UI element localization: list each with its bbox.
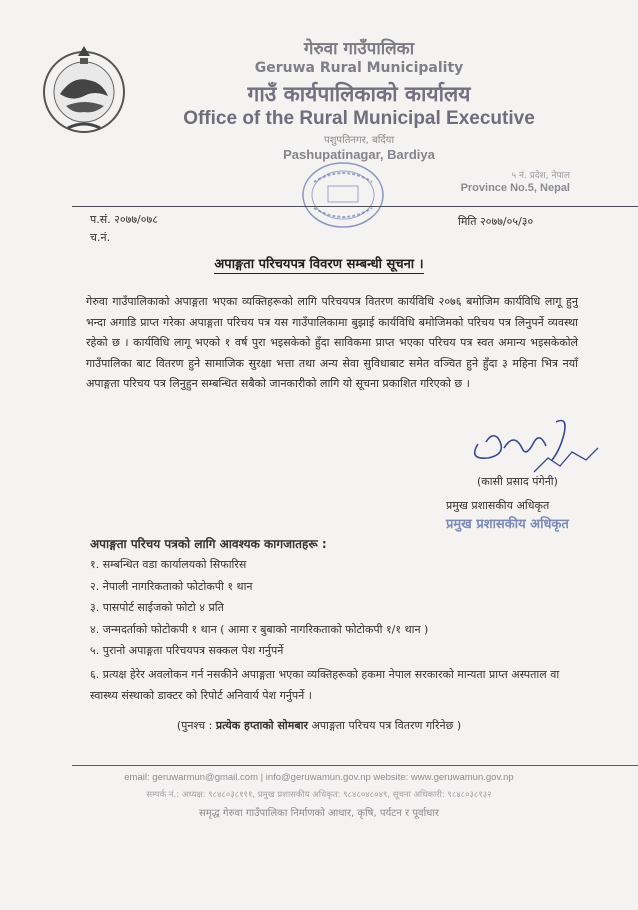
office-name-english: Office of the Rural Municipal Executive: [183, 108, 535, 129]
header-divider: [72, 206, 638, 207]
footer-phones: सम्पर्क नं.: अध्यक्ष: ९८४८०३८१११, प्रमुख प्रशासकीय अधिकृत: ९८४८०४८०४९, सूचना अधिकारी: ९८४८०३८१३२: [146, 790, 492, 800]
org-name-english: Geruwa Rural Municipality: [254, 60, 464, 76]
reference-number: प.सं. २०७७/०७८: [90, 213, 158, 226]
list-item: १. सम्बन्धित वडा कार्यालयको सिफारिस: [90, 558, 247, 571]
footer-motto: समृद्ध गेरुवा गाउँपालिका निर्माणको आधार, कृषि, पर्यटन र पूर्वाधार: [198, 808, 440, 819]
office-name-nepali: गाउँ कार्यपालिकाको कार्यालय: [247, 82, 471, 106]
province-nepali: ५ नं. प्रदेश, नेपाल: [511, 171, 570, 181]
note-bold: प्रत्येक हप्ताको सोमबार: [215, 719, 308, 732]
note-prefix: (पुनश्च :: [176, 719, 216, 732]
note-suffix: अपाङ्गता परिचय पत्र वितरण गरिनेछ ): [307, 719, 462, 732]
weekly-distribution-note: [0, 718, 638, 733]
signature-icon: [464, 414, 604, 480]
subject-line: [0, 254, 638, 272]
list-item: ६. प्रत्यक्ष हेरेर अवलोकन गर्न नसकीने अपाङ्गता भएका व्यक्तिहरूको हकमा नेपाल सरकारको मान्यता प्राप्त अस्पताल वा स्वास्थ्य संस्थाको डाक्टर को रिपोर्ट अनिवार्य पेश गर्नुपर्ने ।: [90, 668, 560, 702]
signer-name: (कासी प्रसाद पंगेनी): [477, 475, 558, 488]
dispatch-number: च.नं.: [90, 231, 111, 244]
list-item: ४. जन्मदर्ताको फोटोकपी १ थान ( आमा र बुबाको नागरिकताको फोटोकपी १/१ थान ): [90, 623, 429, 636]
footer-contact: email: geruwarmun@gmail.com | info@geruwamun.gov.np website: www.geruwamun.gov.np: [124, 772, 514, 783]
org-name-nepali: गेरुवा गाउँपालिका: [303, 39, 415, 59]
notice-body: गेरुवा गाउँपालिकाको अपाङ्गता भएका व्यक्तिहरूको लागि परिचयपत्र वितरण कार्यविधि २०७६ बमोजिम कार्यविधि लागू हुनु भन्दा अगाडि प्राप्त गरेका अपाङ्गता परिचय पत्र यस गाउँपालिकामा बुझाई कार्यविधि बमोजिमको परिचय पत्र लिनुपर्ने व्यवस्था रहेको छ । कार्यविधि लागू भएको १ वर्ष पुरा भइसकेको हुँदा साविकमा प्राप्त भएका परिचय पत्र स्वत अमान्य भइसकेकोले गाउँपालिका बाट वितरण हुने सामाजिक सुरक्षा भत्ता तथा अन्य सेवा सुविधाबाट समेत वञ्चित हुने हुँदा ३ महिना भित्र नयाँ अपाङ्गता परिचय पत्र लिनुहुन सम्बन्धित सबैको जानकारीको लागि यो सूचना प्रकाशित गरिएको छ ।: [86, 295, 578, 391]
address-english: Pashupatinagar, Bardiya: [283, 147, 435, 162]
list-item: ३. पासपोर्ट साईजको फोटो ४ प्रति: [90, 601, 224, 614]
office-stamp-icon: [300, 160, 386, 230]
designation-stamp: प्रमुख प्रशासकीय अधिकृत: [446, 517, 569, 532]
footer-divider: [72, 765, 638, 766]
list-item: ५. पुरानो अपाङ्गता परिचयपत्र सक्कल पेश गर्नुपर्ने: [90, 644, 284, 657]
documents-heading: अपाङ्गता परिचय पत्रको लागि आवश्यक कागजातहरू :: [90, 537, 327, 551]
subject-text: अपाङ्गता परिचयपत्र विवरण सम्बन्धी सूचना ।: [214, 257, 424, 272]
address-nepali: पशुपतिनगर, बर्दिया: [323, 135, 395, 146]
province-english: Province No.5, Nepal: [460, 182, 570, 194]
letter-date: मिति २०७७/०५/३०: [458, 215, 534, 228]
signer-title: प्रमुख प्रशासकीय अधिकृत: [446, 499, 550, 512]
list-item: २. नेपाली नागरिकताको फोटोकपी १ थान: [90, 580, 253, 593]
